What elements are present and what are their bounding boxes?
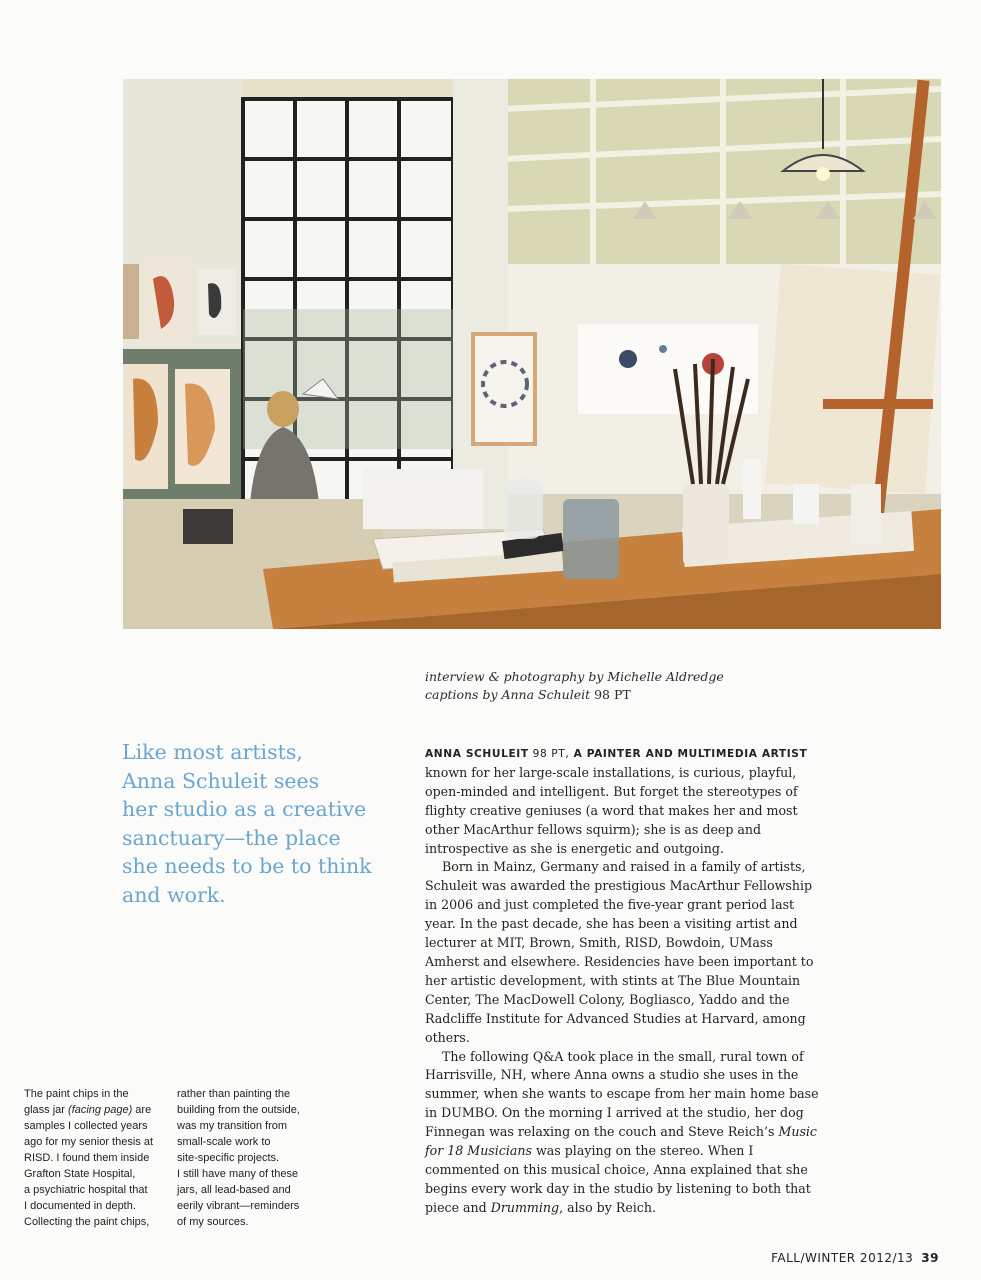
paragraph-1-text: known for her large-scale installations, is curious, playful, open-minded and intelligent. But forget the stereotypes of flighty creative geniuses (a word that makes her and most other MacArthur fellows squirm); she is as deep and introspective as she is energetic and outgoing.: [425, 764, 798, 856]
pull-quote-line: her studio as a creative: [122, 797, 367, 822]
caption-line: [24, 1102, 174, 1118]
caption-line: samples I collected years: [24, 1120, 148, 1132]
pull-quote-line: she needs to be to think: [122, 854, 372, 879]
caption-facing-page: (facing page): [68, 1104, 133, 1116]
caption-line: Collecting the paint chips,: [24, 1216, 150, 1228]
pull-quote-line: and work.: [122, 882, 226, 907]
caption-line: RISD. I found them inside: [24, 1152, 150, 1164]
caption-line: was my transition from: [177, 1120, 288, 1132]
caption-line: of my sources.: [177, 1216, 249, 1228]
lead-in-rest: A PAINTER AND MULTIMEDIA ARTIST: [569, 748, 808, 760]
paragraph-3-part-c: , also by Reich.: [559, 1199, 656, 1215]
caption-column-1: [24, 1086, 174, 1230]
credit-interview-photography: interview & photography by Michelle Aldredge: [425, 669, 724, 684]
caption-line: a psychiatric hospital that: [24, 1184, 148, 1196]
credits: [425, 668, 825, 704]
caption-column-2: [177, 1086, 327, 1230]
caption-line: I documented in depth.: [24, 1200, 136, 1212]
paragraph-3-part-a: The following Q&A took place in the small, rural town of Harrisville, NH, where Anna owns a studio she uses in the summer, when she wants to escape from her main home base in DUMBO. On the morning I arrived at the studio, her dog Finnegan was relaxing on the couch and Steve Reich’s: [425, 1048, 819, 1140]
studio-photo-illustration: [123, 79, 941, 629]
lead-in-name: ANNA SCHULEIT: [425, 748, 529, 760]
caption-line-text: are: [132, 1104, 152, 1116]
article-paragraph-2: Born in Mainz, Germany and raised in a family of artists, Schuleit was awarded the prestigious MacArthur Fellowship in 2006 and just completed the five-year grant period last year. In the past decade, she has been a visiting artist and lecturer at MIT, Brown, Smith, RISD, Bowdoin, UMass Amherst and elsewhere. Residencies have been important to her artistic development, with stints at The Blue Mountain Center, The MacDowell Colony, Bogliasco, Yaddo and the Radcliffe Institute for Advanced Studies at Harvard, among others.: [425, 859, 814, 1045]
pull-quote-line: Anna Schuleit sees: [122, 768, 320, 793]
credit-captions-class-year: 98 PT: [590, 687, 631, 702]
pull-quote-line: sanctuary—the place: [122, 825, 341, 850]
issue-label: FALL/WINTER 2012/13: [771, 1251, 914, 1265]
caption-line: building from the outside,: [177, 1104, 300, 1116]
caption-line: ago for my senior thesis at: [24, 1136, 154, 1148]
page-folio: [771, 1251, 939, 1265]
caption-line: rather than painting the: [177, 1088, 291, 1100]
article-paragraph-3: [425, 1048, 825, 1218]
credit-captions: [425, 686, 825, 704]
studio-photo: [123, 79, 941, 629]
paragraph-3-part-b: was playing on the stereo. When I commented on this musical choice, Anna explained that she begins every work day in the studio by listening to both that piece and: [425, 1143, 811, 1215]
caption-line: jars, all lead-based and: [177, 1184, 291, 1196]
credit-captions-name: captions by Anna Schuleit: [425, 687, 591, 702]
music-title-drumming: Drumming: [490, 1199, 560, 1215]
caption-line: small-scale work to: [177, 1136, 271, 1148]
article-paragraph-1: [425, 744, 825, 858]
lead-in: [425, 748, 807, 760]
lead-in-class-year: 98 PT,: [528, 748, 570, 760]
caption-line: I still have many of these: [177, 1168, 299, 1180]
article-body: [425, 744, 825, 1218]
pull-quote-line: Like most artists,: [122, 740, 303, 764]
caption-line: Grafton State Hospital,: [24, 1168, 136, 1180]
page-number: 39: [921, 1251, 939, 1265]
pull-quote: [122, 738, 382, 910]
caption-line: The paint chips in the: [24, 1088, 129, 1100]
caption-line-text: glass jar: [24, 1104, 69, 1116]
music-title-18-musicians: Music for 18 Musicians: [425, 1124, 817, 1159]
caption-line: eerily vibrant—reminders: [177, 1200, 300, 1212]
caption-line: site-specific projects.: [177, 1152, 280, 1164]
